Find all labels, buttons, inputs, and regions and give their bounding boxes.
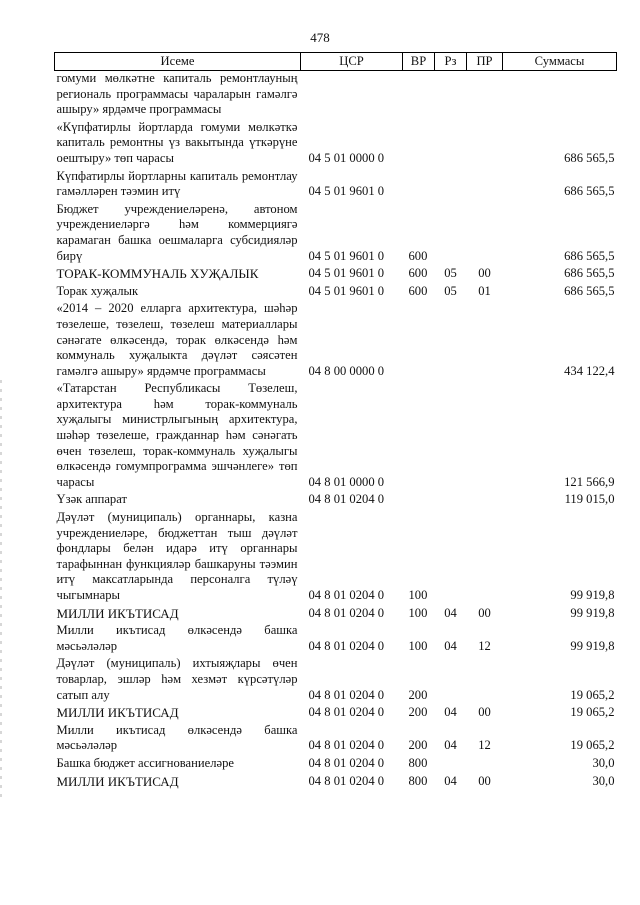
table-row xyxy=(55,264,617,282)
table-row xyxy=(55,604,617,622)
table-row xyxy=(55,282,617,300)
cell-pr: 12 xyxy=(478,738,491,753)
table-row xyxy=(55,167,617,200)
cell-pr xyxy=(467,379,503,490)
budget-table xyxy=(54,52,617,789)
cell-pr: 12 xyxy=(478,638,491,653)
cell-vr xyxy=(403,490,435,508)
table-row xyxy=(55,71,617,118)
table-row xyxy=(55,654,617,703)
cell-pr xyxy=(467,508,503,604)
cell-pr xyxy=(467,167,503,200)
cell-pr xyxy=(467,299,503,379)
header-pr: ПР xyxy=(467,53,503,71)
table-row xyxy=(55,299,617,379)
cell-sum: 434 122,4 xyxy=(564,363,615,378)
cell-name: Дәүләт (муниципаль) ихтыяҗлары өчен товарлар, эшләр һәм хезмәт күрсәтүләр сатып алу xyxy=(56,656,298,702)
cell-csr xyxy=(301,71,403,118)
cell-rz xyxy=(435,754,467,772)
cell-csr: 04 8 01 0000 0 xyxy=(308,474,385,489)
cell-csr: 04 8 01 0204 0 xyxy=(308,738,385,753)
cell-sum: 99 919,8 xyxy=(570,588,615,602)
header-name: Исеме xyxy=(55,53,301,71)
cell-name: Үзәк аппарат xyxy=(56,492,127,507)
table-row xyxy=(55,703,617,721)
cell-csr: 04 8 01 0204 0 xyxy=(308,588,385,602)
table-row xyxy=(55,721,617,754)
cell-rz: 04 xyxy=(444,705,457,720)
cell-rz xyxy=(435,200,467,264)
table-row xyxy=(55,621,617,654)
cell-rz: 05 xyxy=(444,283,457,298)
cell-pr: 00 xyxy=(478,266,491,281)
header-rz: Рз xyxy=(435,53,467,71)
cell-rz: 04 xyxy=(444,738,457,753)
cell-name: «Татарстан Республикасы Төзелеш, архитектура һәм торак-коммуналь хуҗалыгы министрлыгының архитектура, шәһәр төзелеше, гражданнар һәм сәнәгать өчен төзелеш, торак-коммуналь хуҗалыгы өлкәсендә гомумпрограмма эшчәнлеге» төп чарасы xyxy=(56,381,298,489)
cell-csr: 04 5 01 0000 0 xyxy=(308,150,385,165)
header-row xyxy=(55,53,617,71)
cell-vr: 100 xyxy=(408,638,428,653)
cell-pr xyxy=(467,754,503,772)
cell-rz xyxy=(435,379,467,490)
cell-vr: 200 xyxy=(408,687,428,702)
table-row xyxy=(55,508,617,604)
cell-rz xyxy=(435,654,467,703)
cell-vr: 800 xyxy=(408,755,428,770)
table-row xyxy=(55,772,617,790)
cell-name: гомуми мөлкәтне капиталь ремонтлауның региональ программасы чараларын гамәлгә ашыру» ярдәмче программасы xyxy=(56,71,298,117)
cell-rz xyxy=(435,490,467,508)
cell-rz xyxy=(435,299,467,379)
cell-sum: 30,0 xyxy=(592,755,615,770)
cell-vr: 800 xyxy=(408,773,428,788)
cell-rz: 05 xyxy=(444,266,457,281)
cell-pr: 00 xyxy=(478,773,491,788)
cell-rz: 04 xyxy=(444,773,457,788)
cell-name: Дәүләт (муниципаль) органнары, казна учреждениеләре, бюджеттан тыш дәүләт фондлары белән идарә итү органнары тарафыннан функцияләр башкаруны тәэмин итү максатларында персоналга түләү чыгымнары xyxy=(56,510,298,602)
cell-csr: 04 8 00 0000 0 xyxy=(308,363,385,378)
cell-sum: 686 565,5 xyxy=(564,150,615,165)
table-body xyxy=(55,71,617,790)
header-sum: Суммасы xyxy=(503,53,617,71)
cell-csr: 04 5 01 9601 0 xyxy=(308,248,385,263)
cell-name: ТОРАК-КОММУНАЛЬ ХУҖАЛЫК xyxy=(56,266,259,282)
cell-vr xyxy=(403,118,435,167)
cell-name: Бюджет учреждениеләренә, автоном учреждениеләргә һәм коммерциягә карамаган башка оешмаларга субсидияләр бирү xyxy=(56,201,298,263)
cell-csr: 04 8 01 0204 0 xyxy=(308,638,385,653)
cell-pr xyxy=(467,200,503,264)
cell-sum: 19 065,2 xyxy=(570,705,615,720)
cell-sum: 686 565,5 xyxy=(564,266,615,281)
table-row xyxy=(55,754,617,772)
cell-rz xyxy=(435,71,467,118)
cell-vr: 100 xyxy=(408,588,428,602)
cell-name: Күпфатирлы йортларны капиталь ремонтлау гамәлләрен тәэмин итү xyxy=(56,168,298,199)
cell-sum xyxy=(503,71,617,118)
cell-sum: 19 065,2 xyxy=(570,687,615,702)
cell-name: «Күпфатирлы йортларда гомуми мөлкәткә капиталь ремонтны үз вакытында үткәрүне оештыру» төп чарасы xyxy=(56,119,298,165)
header-vr: ВР xyxy=(403,53,435,71)
cell-name: Башка бюджет ассигнованиеләре xyxy=(56,755,234,770)
cell-vr: 600 xyxy=(408,248,428,263)
cell-sum: 99 919,8 xyxy=(570,638,615,653)
cell-name: Торак хуҗалык xyxy=(56,283,139,298)
table-row xyxy=(55,490,617,508)
cell-csr: 04 8 01 0204 0 xyxy=(308,755,385,770)
cell-csr: 04 5 01 9601 0 xyxy=(308,184,385,199)
table-row xyxy=(55,379,617,490)
cell-csr: 04 8 01 0204 0 xyxy=(308,492,385,507)
page-number: 478 xyxy=(310,30,330,45)
cell-vr: 600 xyxy=(408,266,428,281)
table-row xyxy=(55,200,617,264)
cell-name: МИЛЛИ ИКЪТИСАД xyxy=(56,605,179,621)
cell-name: МИЛЛИ ИКЪТИСАД xyxy=(56,705,179,721)
cell-rz: 04 xyxy=(444,605,457,620)
cell-pr xyxy=(467,71,503,118)
cell-rz xyxy=(435,508,467,604)
cell-csr: 04 8 01 0204 0 xyxy=(308,705,385,720)
cell-pr: 01 xyxy=(478,283,491,298)
cell-csr: 04 8 01 0204 0 xyxy=(308,605,385,620)
cell-vr xyxy=(403,379,435,490)
cell-rz: 04 xyxy=(444,638,457,653)
cell-sum: 99 919,8 xyxy=(570,605,615,620)
table-header xyxy=(55,53,617,71)
cell-csr: 04 8 01 0204 0 xyxy=(308,687,385,702)
cell-pr xyxy=(467,490,503,508)
cell-sum: 686 565,5 xyxy=(564,248,615,263)
cell-pr: 00 xyxy=(478,605,491,620)
cell-rz xyxy=(435,167,467,200)
cell-vr: 200 xyxy=(408,738,428,753)
cell-pr xyxy=(467,118,503,167)
cell-sum: 119 015,0 xyxy=(564,492,615,507)
cell-sum: 686 565,5 xyxy=(564,283,615,298)
scan-edge-artifact xyxy=(0,380,2,800)
cell-csr: 04 8 01 0204 0 xyxy=(308,773,385,788)
header-csr: ЦСР xyxy=(301,53,403,71)
cell-vr: 600 xyxy=(408,283,428,298)
cell-sum: 19 065,2 xyxy=(570,738,615,753)
cell-rz xyxy=(435,118,467,167)
cell-name: МИЛЛИ ИКЪТИСАД xyxy=(56,773,179,789)
cell-pr xyxy=(467,654,503,703)
cell-vr: 100 xyxy=(408,605,428,620)
cell-sum: 686 565,5 xyxy=(564,184,615,199)
cell-vr xyxy=(403,71,435,118)
cell-sum: 121 566,9 xyxy=(564,474,615,489)
cell-name: Милли икътисад өлкәсендә башка мәсьәләләр xyxy=(56,722,298,753)
table-row xyxy=(55,118,617,167)
cell-vr xyxy=(403,167,435,200)
cell-sum: 30,0 xyxy=(592,773,615,788)
cell-csr: 04 5 01 9601 0 xyxy=(308,283,385,298)
cell-csr: 04 5 01 9601 0 xyxy=(308,266,385,281)
cell-vr: 200 xyxy=(408,705,428,720)
cell-name: «2014 – 2020 елларга архитектура, шәһәр төзелеше, төзелеш, төзелеш материаллары сәнәгате өлкәсендә, торак өлкәсендә һәм коммуналь хуҗалыкта дәүләт сәясәтен гамәлгә ашыру» ярдәмче программасы xyxy=(56,301,298,378)
cell-vr xyxy=(403,299,435,379)
cell-name: Милли икътисад өлкәсендә башка мәсьәләләр xyxy=(56,623,298,653)
cell-pr: 00 xyxy=(478,705,491,720)
